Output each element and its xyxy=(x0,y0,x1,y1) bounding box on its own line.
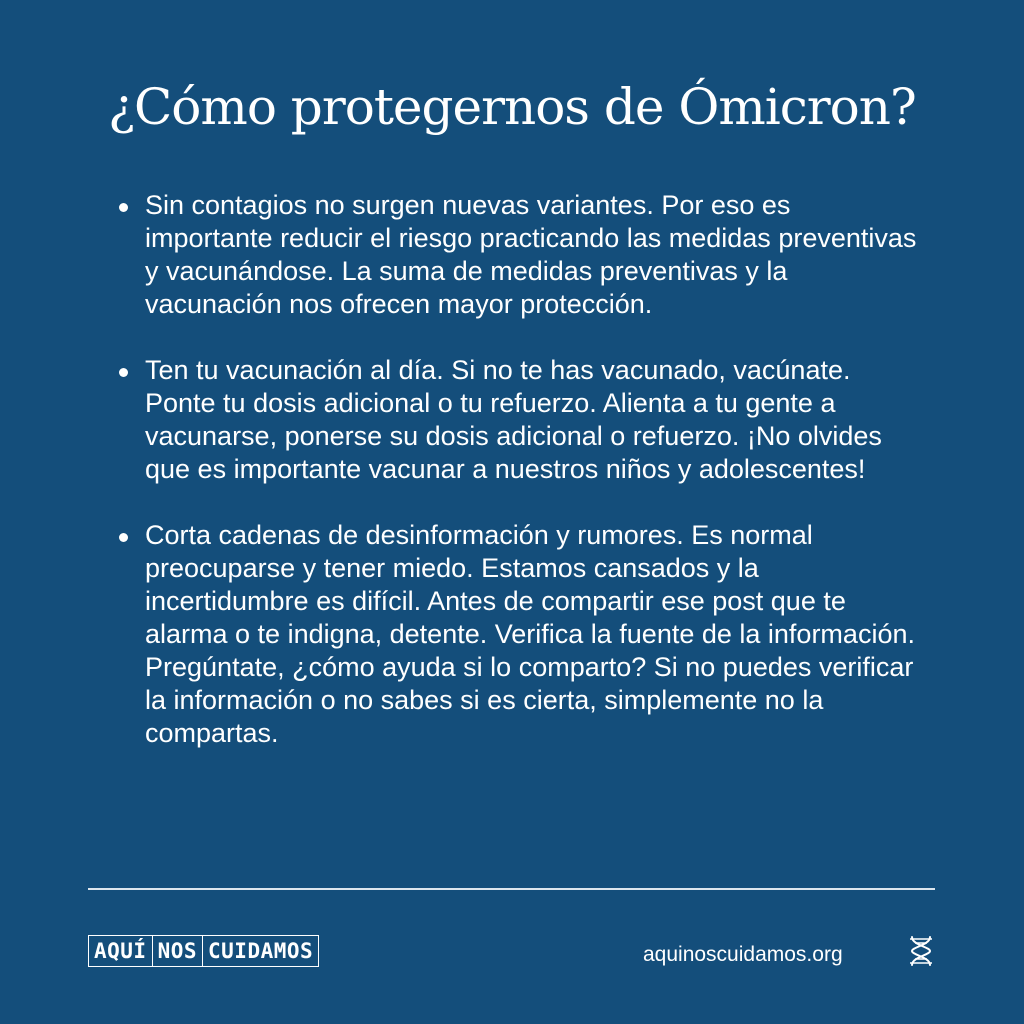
bullet-dot-icon xyxy=(119,533,128,542)
bullet-dot-icon xyxy=(119,203,128,212)
bullet-text: Corta cadenas de desinformación y rumores. Es normal preocuparse y tener miedo. Estamos cansados y la incertidumbre es difícil. Antes de compartir ese post que te alarma o te indigna, detente. Verifica la fuente de la información. Pregúntate, ¿cómo ayuda si lo comparto? Si no puedes verificar la información o no sabes si es cierta, simplemente no la compartas. xyxy=(145,520,915,748)
logo-word: AQUÍ xyxy=(94,938,147,963)
bullet-item xyxy=(115,519,925,750)
footer-divider xyxy=(88,888,935,890)
bullet-item xyxy=(115,354,925,486)
bullet-item xyxy=(115,189,925,321)
logo-word: NOS xyxy=(152,936,202,966)
bullet-text: Sin contagios no surgen nuevas variantes. Por eso es importante reducir el riesgo practicando las medidas preventivas y vacunándose. La suma de medidas preventivas y la vacunación nos ofrecen mayor protección. xyxy=(145,190,917,319)
page-title: ¿Cómo protegernos de Ómicron? xyxy=(108,78,916,136)
bullet-text: Ten tu vacunación al día. Si no te has vacunado, vacúnate. Ponte tu dosis adicional o tu refuerzo. Alienta a tu gente a vacunarse, ponerse su dosis adicional o refuerzo. ¡No olvides que es importante vacunar a nuestros niños y adolescentes! xyxy=(145,355,882,484)
dna-icon xyxy=(906,935,936,967)
bullet-list xyxy=(115,189,925,783)
logo-word: CUIDAMOS xyxy=(202,936,318,966)
bullet-dot-icon xyxy=(119,368,128,377)
brand-logo xyxy=(88,935,319,967)
website-link[interactable]: aquinoscuidamos.org xyxy=(643,943,843,966)
